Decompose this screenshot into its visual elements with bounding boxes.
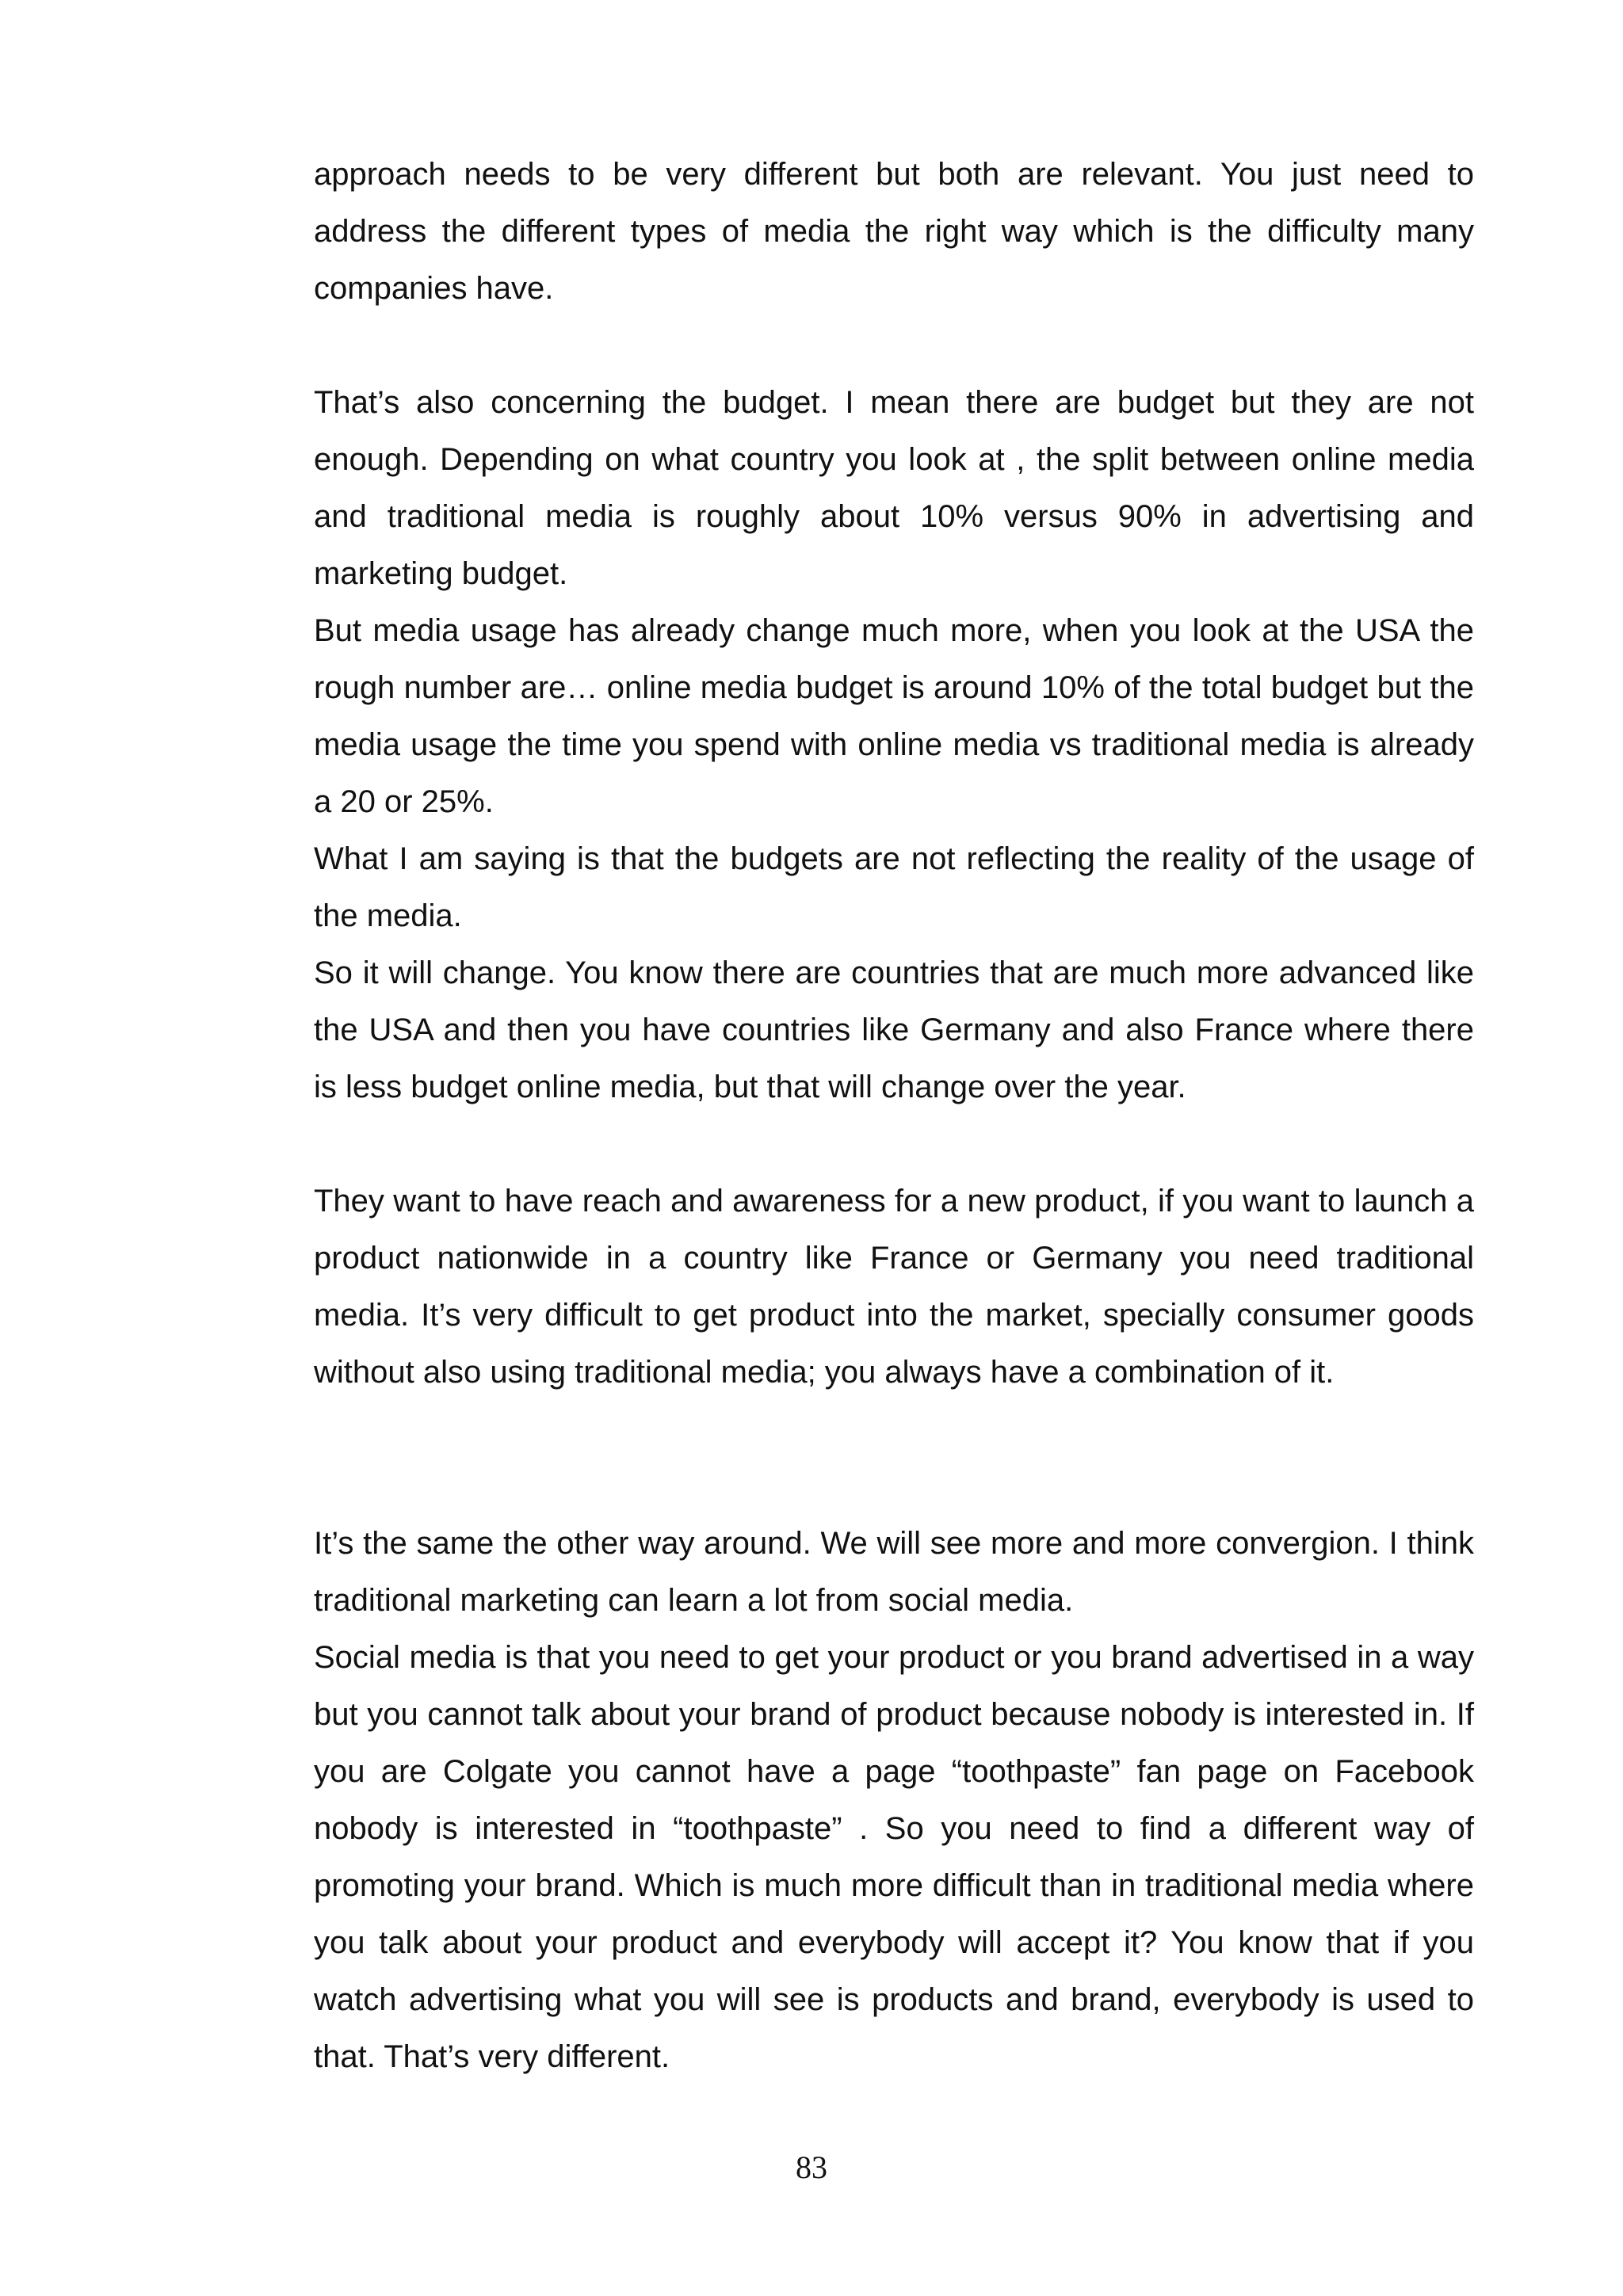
paragraph-5: So it will change. You know there are countries that are much more advanced like the USA and then you have countries like Germany and also France where there is less budget online media, but that will change over the year. bbox=[314, 955, 1474, 1104]
paragraph-7: It’s the same the other way around. We will see more and more convergion. I think traditional marketing can learn a lot from social media. bbox=[314, 1526, 1474, 1618]
paragraph-block-2 bbox=[314, 374, 1474, 1116]
paragraph-2: That’s also concerning the budget. I mean there are budget but they are not enough. Depending on what country you look at , the split between online media and traditional media is roughly about 10% versus 90% in advertising and marketing budget. bbox=[314, 385, 1474, 591]
paragraph-4: What I am saying is that the budgets are not reflecting the reality of the usage of the media. bbox=[314, 841, 1474, 933]
paragraph-3: But media usage has already change much more, when you look at the USA the rough number are… online media budget is around 10% of the total budget but the media usage the time you spend with online media vs traditional media is already a 20 or 25%. bbox=[314, 613, 1474, 819]
paragraph-8: Social media is that you need to get your product or you brand advertised in a way but you cannot talk about your brand of product because nobody is interested in. If you are Colgate you cannot have a page “toothpaste” fan page on Facebook nobody is interested in “toothpaste” . So you need to find a different way of promoting your brand. Which is much more difficult than in traditional media where you talk about your product and everybody will accept it? You know that if you watch advertising what you will see is products and brand, everybody is used to that. That’s very different. bbox=[314, 1640, 1474, 2074]
paragraph-6: They want to have reach and awareness for a new product, if you want to launch a product nationwide in a country like France or Germany you need traditional media. It’s very difficult to get product into the market, specially consumer goods without also using traditional media; you always have a combination of it. bbox=[314, 1184, 1474, 1390]
paragraph-1: approach needs to be very different but both are relevant. You just need to address the different types of media the right way which is the difficulty many companies have. bbox=[314, 157, 1474, 306]
paragraph-block-4 bbox=[314, 1515, 1474, 2085]
paragraph-block-3 bbox=[314, 1173, 1474, 1401]
page-number: 83 bbox=[796, 2149, 827, 2185]
paragraph-block-1 bbox=[314, 146, 1474, 317]
